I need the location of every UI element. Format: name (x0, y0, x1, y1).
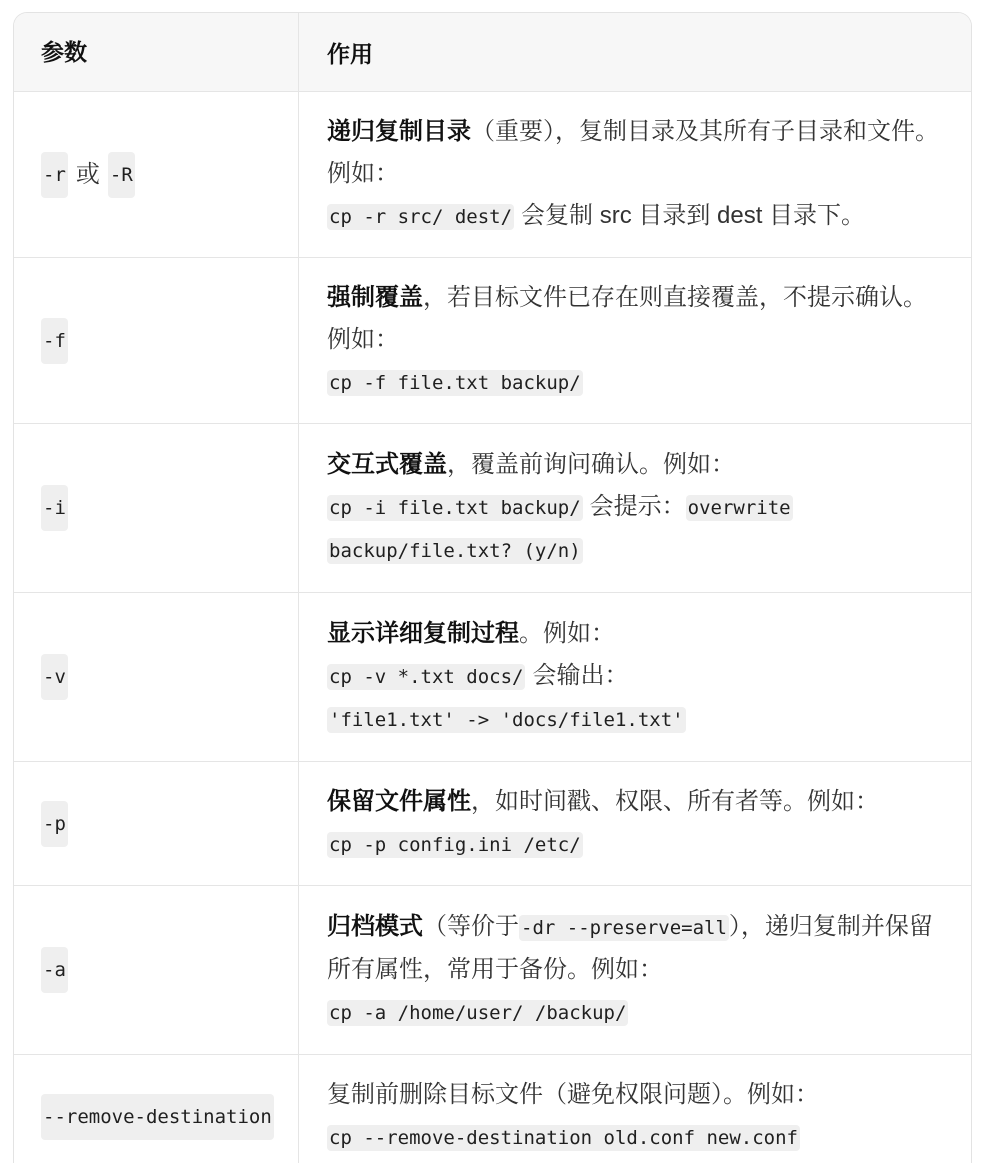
description-line (327, 906, 949, 991)
example-code: cp -v *.txt docs/ (329, 666, 524, 688)
option-code: --remove-destination (41, 1094, 274, 1140)
option-code: -a (41, 947, 68, 993)
header-param: 参数 (14, 13, 299, 91)
description-line (327, 111, 949, 195)
description (327, 906, 949, 1034)
output-code: 'file1.txt' -> 'docs/file1.txt' (329, 709, 684, 731)
description (327, 444, 949, 572)
option-title: 归档模式 (327, 913, 423, 940)
description-line (327, 613, 949, 655)
cp-options-table (13, 12, 972, 1163)
example-line (327, 361, 949, 404)
param-cell (14, 424, 299, 592)
description (327, 111, 949, 238)
description-line (327, 277, 949, 361)
table-row (14, 1055, 971, 1163)
option-title: 强制覆盖 (327, 284, 423, 311)
description-line (327, 444, 949, 486)
example-line (327, 1116, 949, 1159)
param-cell (14, 886, 299, 1054)
example-code: cp -i file.txt backup/ (329, 497, 581, 519)
output-code: overwrite backup/file.txt? (y/n) (329, 497, 791, 562)
description-cell (299, 762, 971, 885)
option-title: 显示详细复制过程 (327, 620, 519, 647)
option-separator: 或 (75, 160, 100, 188)
description-text: ，若目标文件已存在则直接覆盖，不提示确认。例如： (327, 284, 927, 353)
description-cell (299, 258, 971, 423)
option-title: 递归复制目录 (327, 118, 471, 145)
param-cell (14, 1055, 299, 1163)
example-line (327, 655, 949, 698)
table-row (14, 424, 971, 593)
example-note: 会输出： (532, 662, 629, 689)
option-code: -r (41, 152, 68, 198)
example-line (327, 486, 949, 572)
example-note: 会提示： (589, 493, 686, 520)
example-note: 会复制 src 目录到 dest 目录下。 (521, 202, 866, 229)
description-cell (299, 886, 971, 1054)
example-line (327, 991, 949, 1034)
option-title: 交互式覆盖 (327, 451, 447, 478)
table-row (14, 92, 971, 258)
param-cell (14, 92, 299, 257)
description-text: （重要），复制目录及其所有子目录和文件。例如： (327, 118, 939, 187)
example-code: cp -a /home/user/ /backup/ (329, 1002, 627, 1024)
table-row (14, 258, 971, 424)
description (327, 277, 949, 404)
description-line (327, 781, 949, 823)
inline-code: -dr --preserve=all (521, 917, 727, 939)
option-title: 保留文件属性 (327, 788, 471, 815)
description-cell (299, 92, 971, 257)
description-cell (299, 1055, 971, 1163)
example-code: cp -f file.txt backup/ (329, 372, 581, 394)
option-code: -v (41, 654, 68, 700)
description (327, 1074, 949, 1159)
example-line (327, 823, 949, 866)
description (327, 781, 949, 866)
table-header-row (14, 13, 971, 92)
description-cell (299, 593, 971, 761)
description-cell (299, 424, 971, 592)
option-code: -R (108, 152, 135, 198)
example-line (327, 195, 949, 238)
option-code: -i (41, 485, 68, 531)
description-text: ），递归复制并保留所有属性，常用于备份。例如： (327, 913, 933, 983)
param-cell (14, 593, 299, 761)
table-row (14, 886, 971, 1055)
example-code: cp -r src/ dest/ (329, 206, 513, 228)
param-cell (14, 762, 299, 885)
description (327, 613, 949, 741)
description-line (327, 1074, 949, 1116)
param-cell (14, 258, 299, 423)
description-text: 复制前删除目标文件（避免权限问题）。例如： (327, 1081, 819, 1108)
header-effect: 作用 (327, 40, 373, 67)
example-code: cp -p config.ini /etc/ (329, 834, 581, 856)
table-row (14, 762, 971, 886)
option-code: -p (41, 801, 68, 847)
table-row (14, 593, 971, 762)
output-line (327, 698, 949, 741)
description-text: ，覆盖前询问确认。例如： (447, 451, 735, 478)
description-text: ，如时间戳、权限、所有者等。例如： (471, 788, 879, 815)
description-text: （等价于 (423, 913, 519, 940)
description-text: 。例如： (519, 620, 615, 647)
example-code: cp --remove-destination old.conf new.conf (329, 1127, 798, 1149)
option-code: -f (41, 318, 68, 364)
